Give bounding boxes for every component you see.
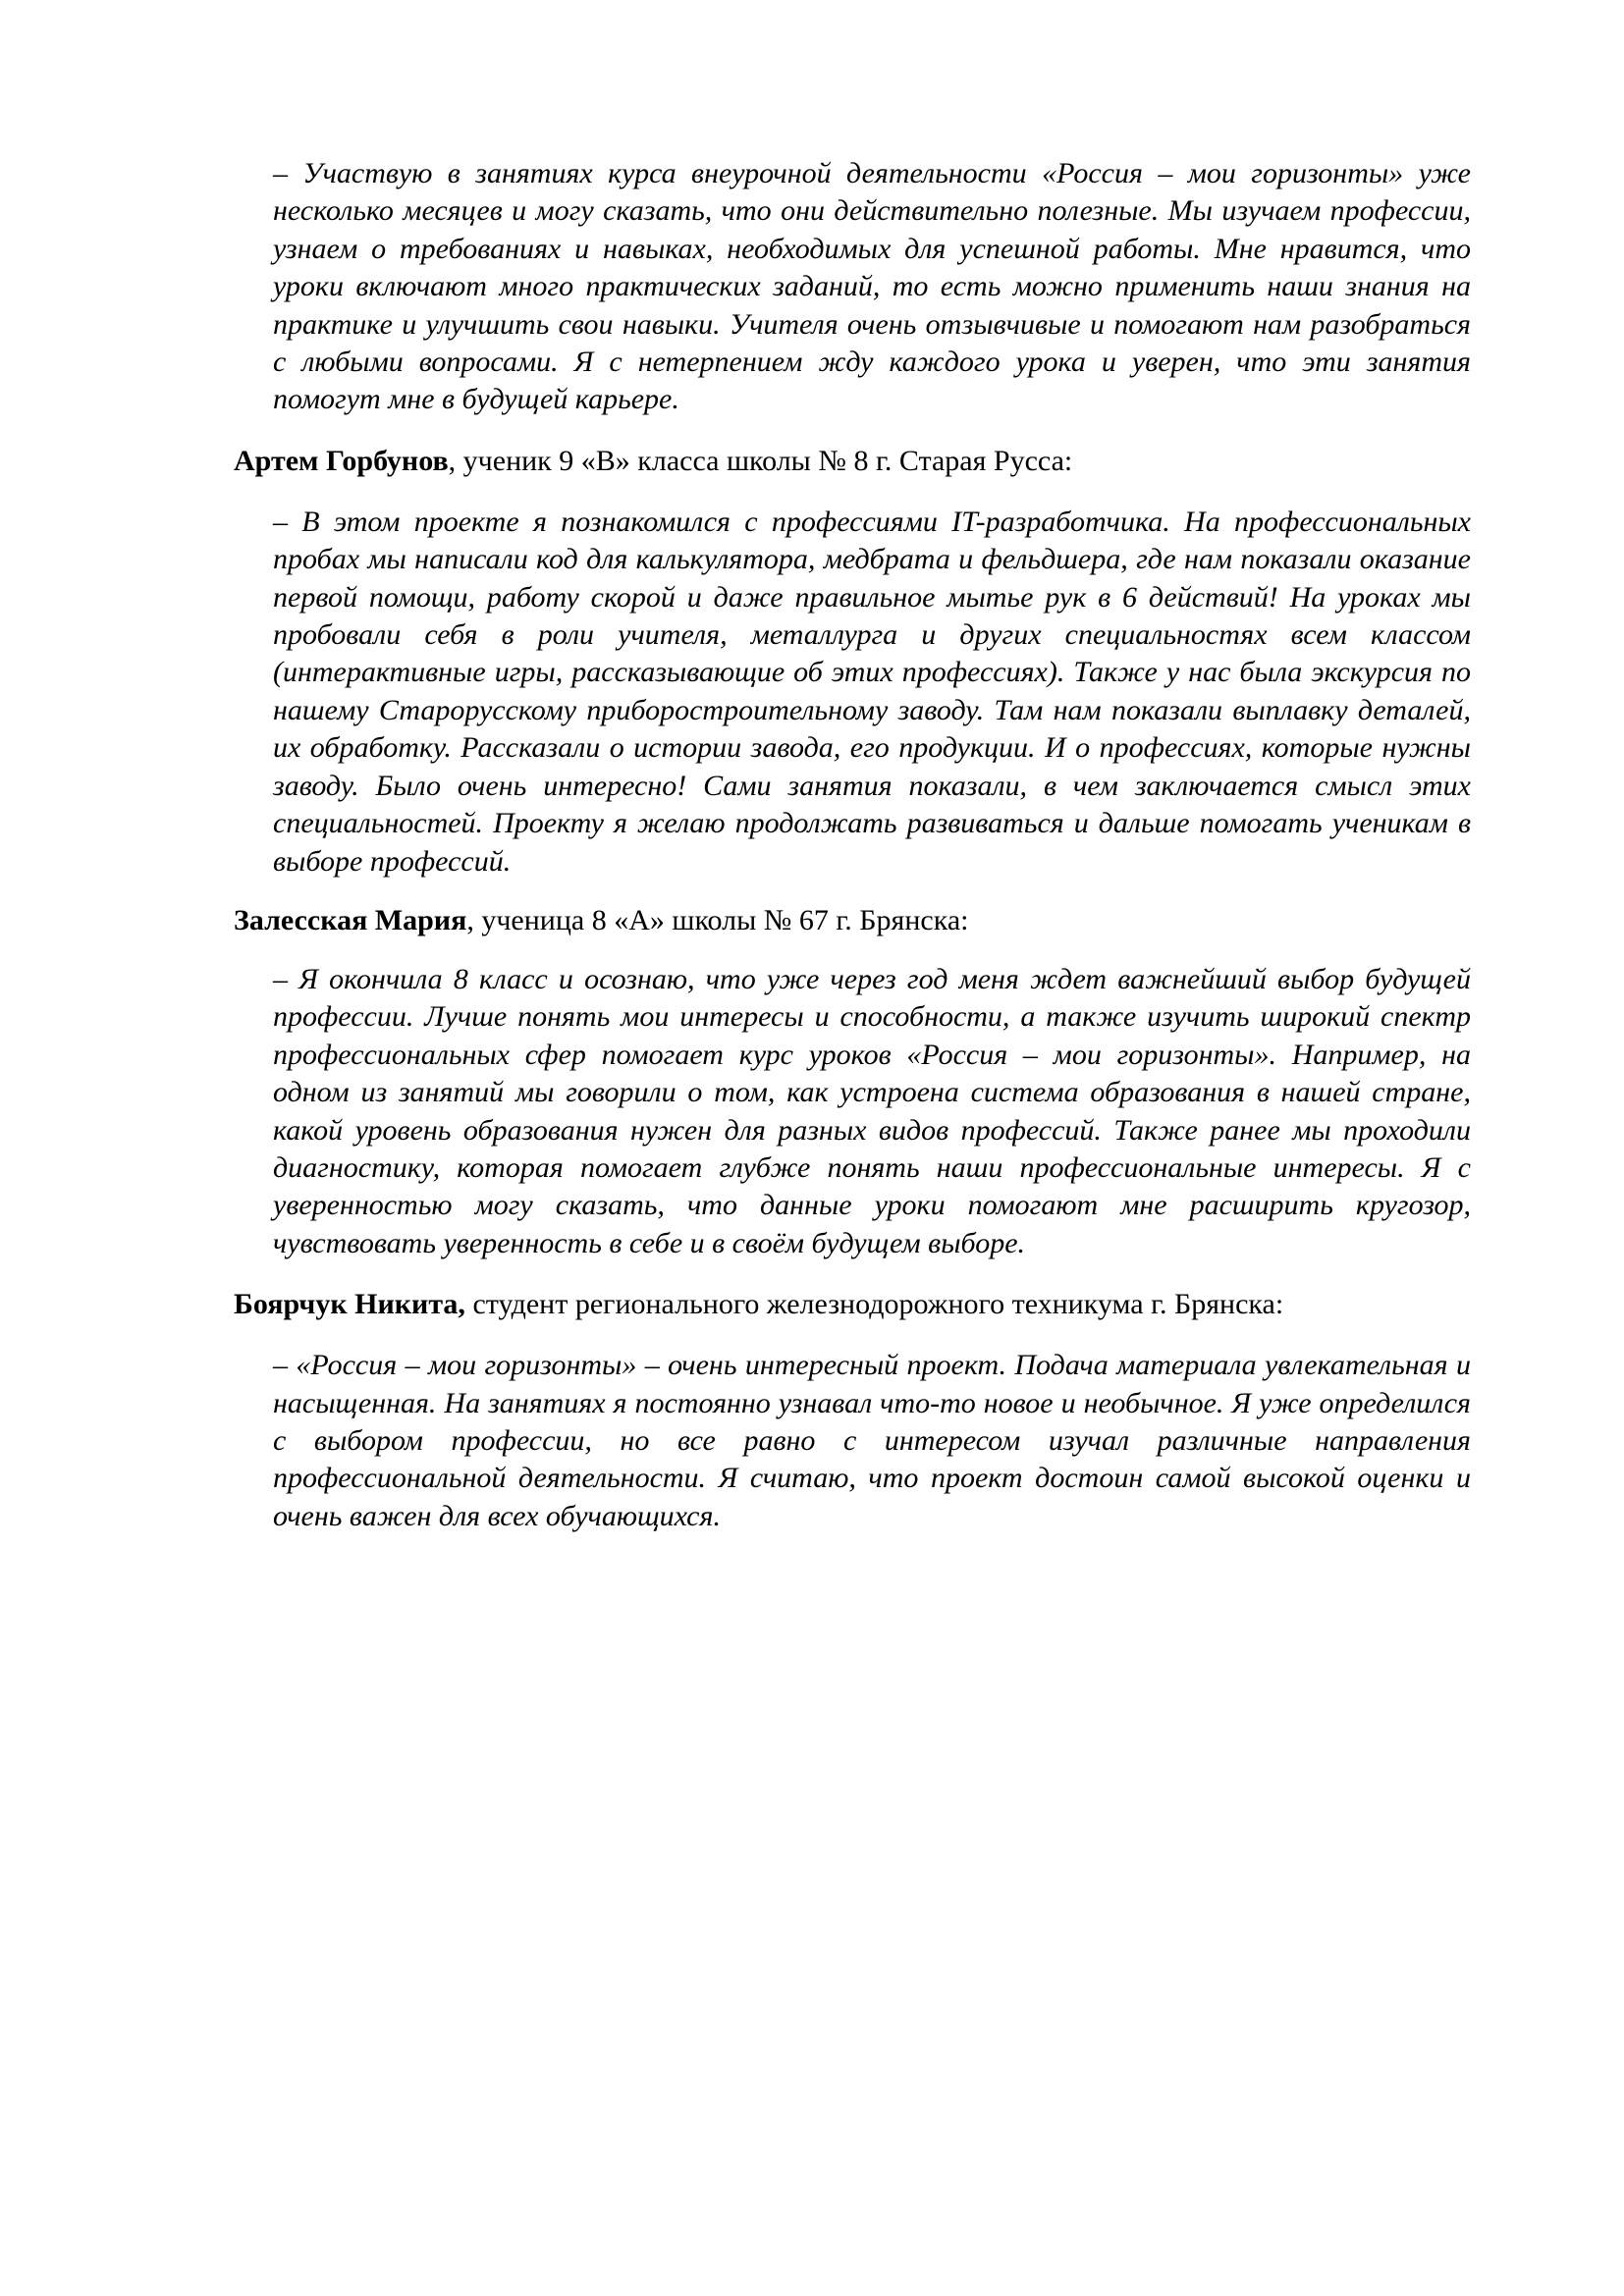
document-body: [234, 155, 1471, 1535]
speaker-name: Артем Горбунов: [234, 444, 449, 477]
speaker-name: Боярчук Никита,: [234, 1288, 465, 1321]
testimonial-quote-boyarchuk: – «Россия – мои горизонты» – очень интересный проект. Подача материала увлекательная и насыщенная. На занятиях я постоянно узнавал что-то новое и необычное. Я уже определился с выбором профессии, но все равно с интересом изучал различные направления профессиональной деятельности. Я считаю, что проект достоин самой высокой оценки и очень важен для всех обучающихся.: [273, 1349, 1471, 1532]
speaker-name: Залесская Мария: [234, 903, 467, 936]
speaker-line-zalesskaya: [234, 902, 1471, 939]
speaker-info: , ученик 9 «В» класса школы № 8 г. Старая Русса:: [448, 444, 1073, 477]
testimonial-quote-zalesskaya: – Я окончила 8 класс и осознаю, что уже через год меня ждет важнейший выбор будущей профессии. Лучше понять мои интересы и способности, а также изучить широкий спектр профессиональных сфер помогает курс уроков «Россия – мои горизонты». Например, на одном из занятий мы говорили о том, как устроена система образования в нашей стране, какой уровень образования нужен для разных видов профессий. Также ранее мы проходили диагностику, которая помогает глубже понять наши профессиональные интересы. Я с уверенностью могу сказать, что данные уроки помогают мне расширить кругозор, чувствовать уверенность в себе и в своём будущем выборе.: [273, 962, 1471, 1259]
speaker-info: , ученица 8 «А» школы № 67 г. Брянска:: [466, 903, 969, 936]
speaker-line-boyarchuk: [234, 1286, 1471, 1323]
speaker-info: студент регионального железнодорожного техникума г. Брянска:: [464, 1288, 1284, 1321]
testimonial-quote-gorbunov: – В этом проекте я познакомился с профессиями IT-разработчика. На профессиональных пробах мы написали код для калькулятора, медбрата и фельдшера, где нам показали оказание первой помощи, работу скорой и даже правильное мытье рук в 6 действий! На уроках мы пробовали себя в роли учителя, металлурга и других специальностях всем классом (интерактивные игры, рассказывающие об этих профессиях). Также у нас была экскурсия по нашему Старорусскому приборостроительному заводу. Там нам показали выплавку деталей, их обработку. Рассказали о истории завода, его продукции. И о профессиях, которые нужны заводу. Было очень интересно! Сами занятия показали, в чем заключается смысл этих специальностей. Проекту я желаю продолжать развиваться и дальше помогать ученикам в выборе профессий.: [273, 505, 1471, 878]
intro-quote: – Участвую в занятиях курса внеурочной деятельности «Россия – мои горизонты» уже несколько месяцев и могу сказать, что они действительно полезные. Мы изучаем профессии, узнаем о требованиях и навыках, необходимых для успешной работы. Мне нравится, что уроки включают много практических заданий, то есть можно применить наши знания на практике и улучшить свои навыки. Учителя очень отзывчивые и помогают нам разобраться с любыми вопросами. Я с нетерпением жду каждого урока и уверен, что эти занятия помогут мне в будущей карьере.: [273, 157, 1471, 416]
speaker-line-gorbunov: [234, 443, 1471, 480]
